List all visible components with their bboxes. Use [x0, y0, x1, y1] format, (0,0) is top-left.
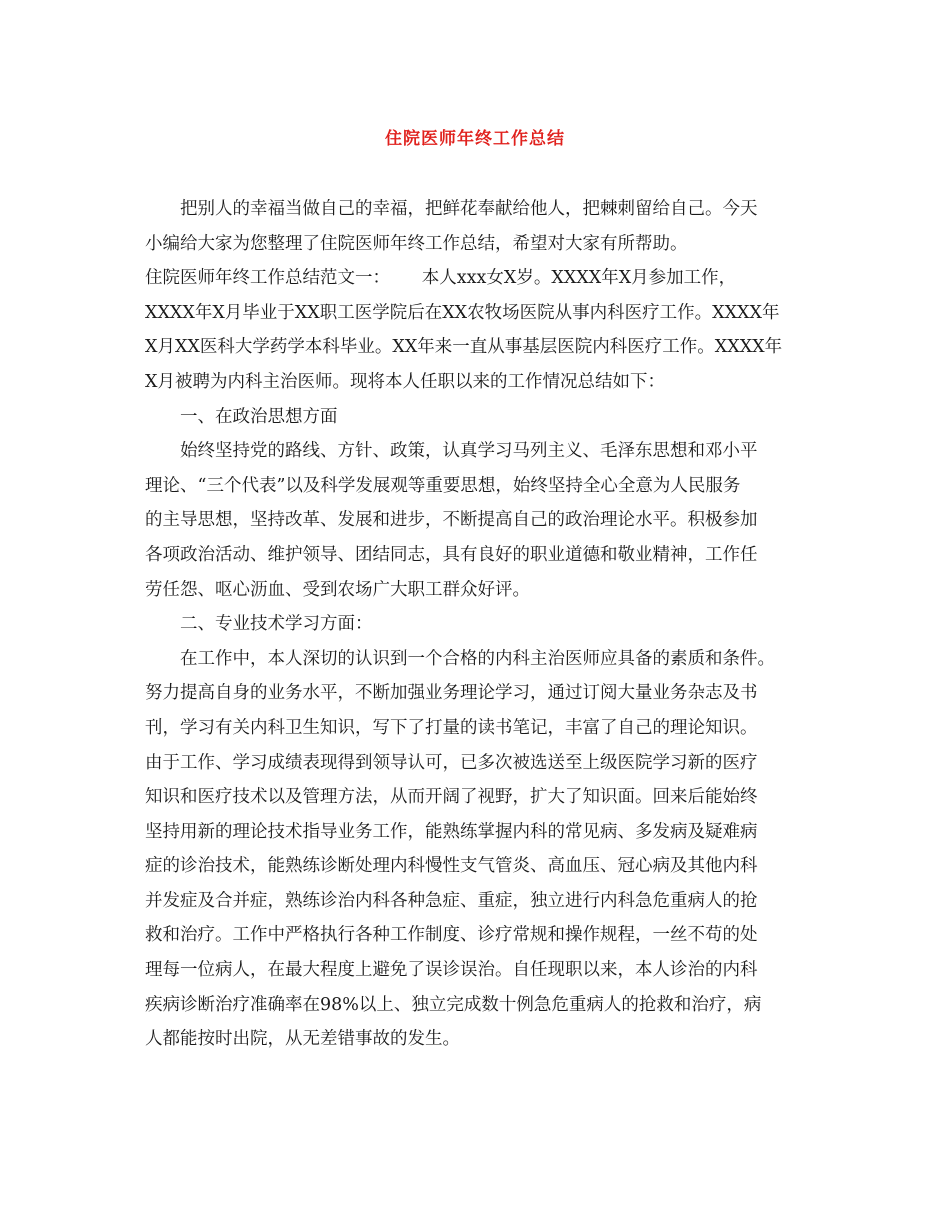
body-line: 刊，学习有关内科卫生知识，写下了打量的读书笔记，丰富了自己的理论知识。: [145, 717, 758, 738]
body-line: XXXX年X月毕业于XX职工医学院后在XX农牧场医院从事内科医疗工作。XXXX年: [145, 302, 780, 323]
body-line: 症的诊治技术，能熟练诊断处理内科慢性支气管炎、高血压、冠心病及其他内科: [145, 856, 758, 877]
body-line: X月XX医科大学药学本科毕业。XX年来一直从事基层医院内科医疗工作。XXXX年: [145, 337, 783, 358]
body-line: 在工作中，本人深切的认识到一个合格的内科主治医师应具备的素质和条件。: [180, 648, 775, 669]
body-line: 二、专业技术学习方面：: [180, 614, 373, 635]
body-line: 人都能按时出院，从无差错事故的发生。: [145, 1029, 460, 1050]
document-title: 住院医师年终工作总结: [385, 129, 565, 149]
body-line: 疾病诊断治疗准确率在98%以上、独立完成数十例急危重病人的抢救和治疗，病: [145, 994, 762, 1015]
body-line: X月被聘为内科主治医师。现将本人任职以来的工作情况总结如下：: [145, 371, 665, 392]
body-line: 把别人的幸福当做自己的幸福，把鲜花奉献给他人，把棘刺留给自己。今天: [180, 199, 758, 219]
document-body: [145, 192, 813, 1057]
body-line: 劳任怨、呕心沥血、受到农场广大职工群众好评。: [145, 579, 530, 600]
body-line: 理每一位病人，在最大程度上避免了误诊误治。自任现职以来，本人诊治的内科: [145, 960, 758, 981]
body-line: 知识和医疗技术以及管理方法，从而开阔了视野，扩大了知识面。回来后能始终: [145, 787, 758, 808]
body-line: 由于工作、学习成绩表现得到领导认可，已多次被选送至上级医院学习新的医疗: [145, 752, 758, 773]
body-line: 努力提高自身的业务水平，不断加强业务理论学习，通过订阅大量业务杂志及书: [145, 683, 758, 704]
body-line: 一、在政治思想方面: [180, 406, 338, 427]
body-line: 理论、“三个代表”以及科学发展观等重要思想，始终坚持全心全意为人民服务: [145, 475, 741, 496]
body-line: 救和治疗。工作中严格执行各种工作制度、诊疗常规和操作规程，一丝不苟的处: [145, 925, 758, 946]
body-line: 并发症及合并症，熟练诊治内科各种急症、重症，独立进行内科急危重病人的抢: [145, 890, 758, 911]
body-line: 坚持用新的理论技术指导业务工作，能熟练掌握内科的常见病、多发病及疑难病: [145, 821, 758, 842]
body-line: 住院医师年终工作总结范文一： 本人xxx女X岁。XXXX年X月参加工作，: [145, 268, 737, 289]
body-line: 始终坚持党的路线、方针、政策，认真学习马列主义、毛泽东思想和邓小平: [180, 441, 758, 462]
body-line: 小编给大家为您整理了住院医师年终工作总结，希望对大家有所帮助。: [145, 233, 688, 254]
body-line: 的主导思想，坚持改革、发展和进步，不断提高自己的政治理论水平。积极参加: [145, 510, 758, 531]
body-line: 各项政治活动、维护领导、团结同志，具有良好的职业道德和敬业精神，工作任: [145, 544, 758, 565]
